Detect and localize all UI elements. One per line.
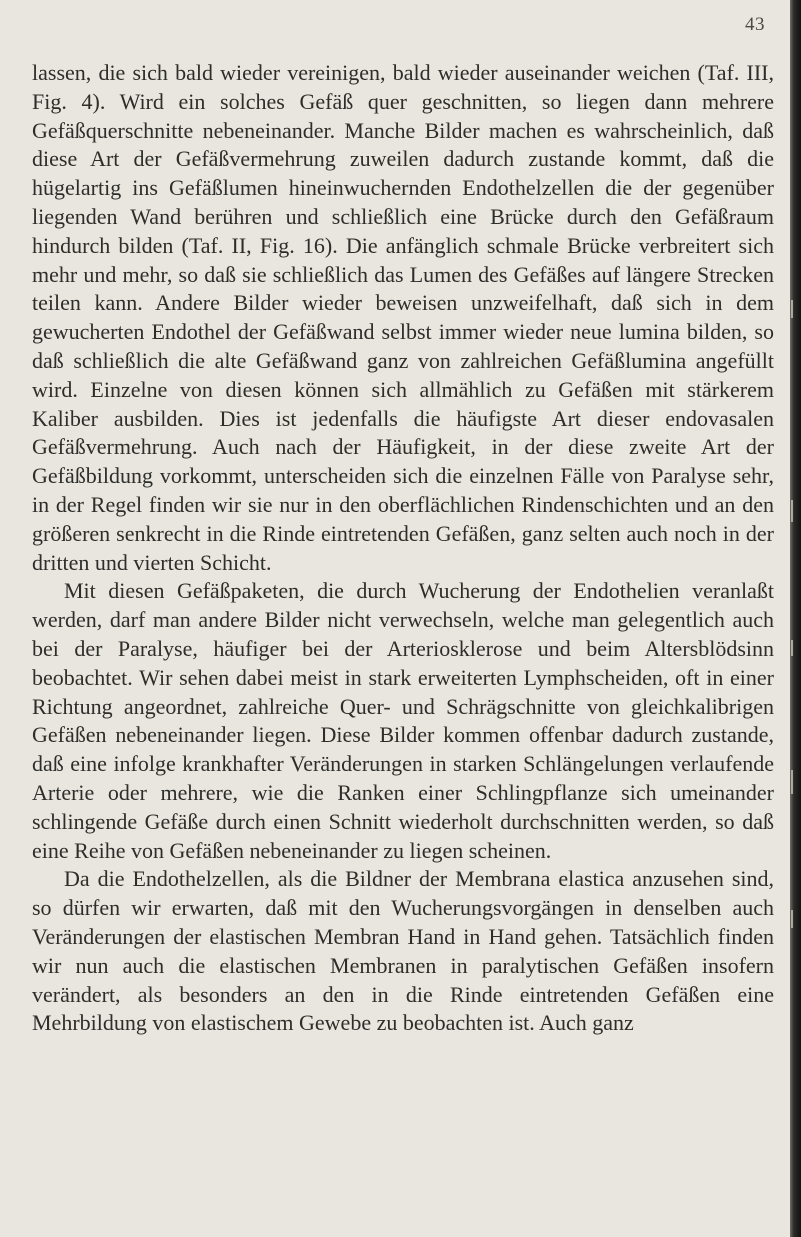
edge-mark: [791, 500, 793, 522]
edge-mark: [791, 300, 793, 318]
edge-mark: [791, 770, 793, 794]
paragraph-2: Mit diesen Gefäßpaketen, die durch Wucherung der Endothelien veranlaßt werden, darf man andere Bilder nicht verwechseln, welche man gelegentlich auch bei der Paralyse, häufiger bei der Arteriosklerose und beim Altersblödsinn beobachtet. Wir sehen dabei meist in stark erweiterten Lymphscheiden, oft in einer Richtung angeordnet, zahlreiche Quer- und Schrägschnitte von gleichkalibrigen Gefäßen nebeneinander liegen. Diese Bilder kommen offenbar dadurch zustande, daß eine infolge krankhafter Veränderungen in starken Schlängelungen verlaufende Arterie oder mehrere, wie die Ranken einer Schlingpflanze sich umeinander schlingende Gefäße durch einen Schnitt wiederholt durchschnitten werden, so daß eine Reihe von Gefäßen nebeneinander zu liegen scheinen.: [32, 578, 774, 863]
paragraph-3: Da die Endothelzellen, als die Bildner der Membrana elastica anzusehen sind, so dürfen wir erwarten, daß mit den Wucherungsvorgängen in denselben auch Veränderungen der elastischen Membran Hand in Hand gehen. Tatsächlich finden wir nun auch die elastischen Membranen in paralytischen Gefäßen insofern verändert, als besonders an den in die Rinde eintretenden Gefäßen eine Mehrbildung von elastischem Gewebe zu beobachten ist. Auch ganz: [32, 866, 774, 1036]
body-text: [32, 59, 774, 1038]
paragraph-1: lassen, die sich bald wieder vereinigen, bald wieder auseinander weichen (Taf. III, Fig. 4). Wird ein solches Gefäß quer geschnitten, so liegen dann mehrere Gefäßquerschnitte nebeneinander. Manche Bilder machen es wahrscheinlich, daß diese Art der Gefäßvermehrung zuweilen dadurch zustande kommt, daß die hügelartig ins Gefäßlumen hineinwuchernden Endothelzellen die der gegenüber liegenden Wand berühren und schließlich eine Brücke durch den Gefäßraum hindurch bilden (Taf. II, Fig. 16). Die anfänglich schmale Brücke verbreitert sich mehr und mehr, so daß sie schließlich das Lumen des Gefäßes auf längere Strecken teilen kann. Andere Bilder wieder beweisen unzweifelhaft, daß sich in dem gewucherten Endothel der Gefäßwand selbst immer wieder neue lumina bilden, so daß schließlich die alte Gefäßwand ganz von zahlreichen Gefäßlumina angefüllt wird. Einzelne von diesen können sich allmählich zu Gefäßen mit stärkerem Kaliber ausbilden. Dies ist jedenfalls die häufigste Art dieser endovasalen Gefäßvermehrung. Auch nach der Häufigkeit, in der diese zweite Art der Gefäßbildung vorkommt, unterscheiden sich die einzelnen Fälle von Paralyse sehr, in der Regel finden wir sie nur in den oberflächlichen Rindenschichten und an den größeren senkrecht in die Rinde eintretenden Gefäßen, ganz selten auch noch in der dritten und vierten Schicht.: [32, 60, 774, 575]
edge-mark: [791, 910, 793, 928]
edge-mark: [791, 640, 793, 656]
page-edge-shadow: [790, 0, 801, 1237]
page-number: 43: [745, 14, 765, 35]
